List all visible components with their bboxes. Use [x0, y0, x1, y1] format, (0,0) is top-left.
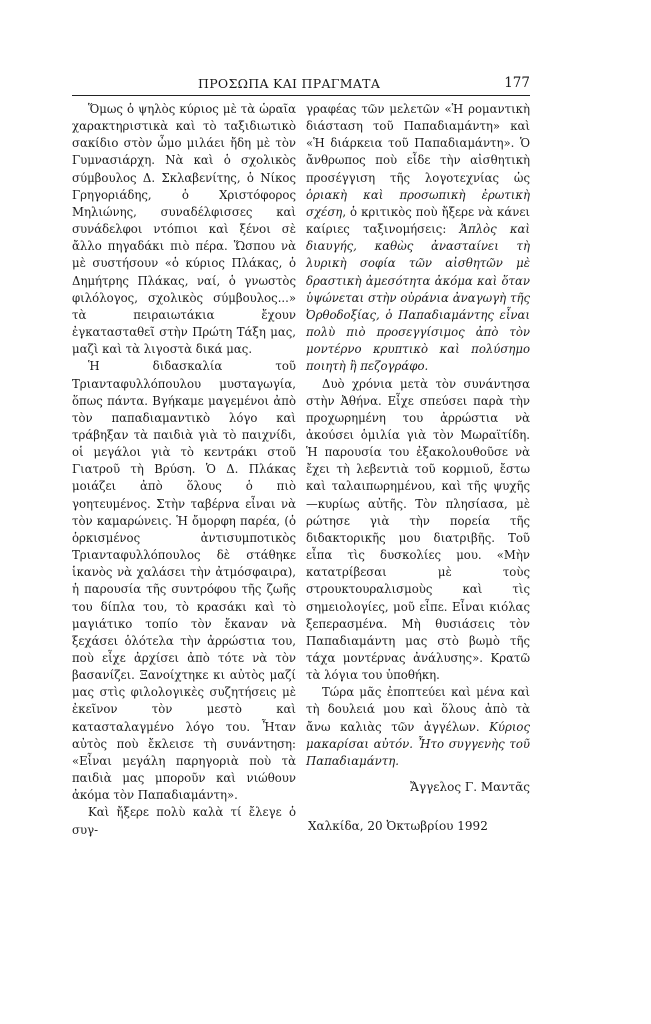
- running-head: [72, 76, 530, 92]
- page-number: 177: [504, 75, 530, 91]
- dateline: Χαλκίδα, 20 Ὀκτωβρίου 1992: [308, 819, 488, 834]
- left-column: [72, 101, 296, 839]
- paragraph: Καὶ ἤξερε πολὺ καλὰ τί ἔλεγε ὁ συγ-: [72, 805, 296, 837]
- paragraph: [306, 684, 530, 770]
- paragraph: [306, 101, 530, 376]
- author-signature: Ἄγγελος Γ. Μαντᾶς: [410, 780, 530, 795]
- paragraph: Δυὸ χρόνια μετὰ τὸν συνάντησα στὴν Ἀθήνα. Εἶχε σπεύσει παρὰ τὴν προχωρημένη του ἀρρώστια νὰ ἀκούσει ὁμιλία γιὰ τὸν Μωραϊτίδη. Ἡ παρουσία του ἐξακολουθοῦσε νὰ ἔχει τὴ λεβεντιὰ τοῦ κορμιοῦ, ἔστω καὶ ταλαιπωρημένου, καὶ τῆς ψυχῆς —κυρίως αὐτῆς. Τὸν πλησίασα, μὲ ρώτησε γιὰ τὴν πορεία τῆς διδακτορικῆς μου διατριβῆς. Τοῦ εἶπα τὶς δυσκολίες μου. «Μὴν κατατρίβεσαι μὲ τοὺς στρουκτουραλισμοὺς καὶ τὶς σημειολογίες, μοῦ εἶπε. Εἶναι κιόλας ξεπερασμένα. Μὴ θυσιάσεις τὸν Παπαδιαμάντη μας στὸ βωμὸ τῆς τάχα μοντέρνας ἀνάλυσης». Κρατῶ τὰ λόγια του ὑποθήκη.: [306, 376, 530, 683]
- text-run: γραφέας τῶν μελετῶν «Ἡ ρομαντικὴ διάσταση τοῦ Παπαδιαμάντη» καὶ «Ἡ διάρκεια τοῦ Παπαδιαμάντη». Ὁ ἄνθρωπος ποὺ εἶδε τὴν αἰσθητικὴ προσέγγιση τῆς λογοτεχνίας ὡς: [306, 102, 530, 185]
- italic-text: ὁριακὴ καὶ προσωπικὴ ἐρωτικὴ σχέση: [306, 187, 530, 219]
- paragraph: Ἡ διδασκαλία τοῦ Τριανταφυλλόπουλου μυσταγωγία, ὅπως πάντα. Βγήκαμε μαγεμένοι ἀπὸ τὸν παπαδιαμαντικὸ λόγο καὶ τράβηξαν τὰ παιδιὰ γιὰ τὸ παιχνίδι, οἱ μεγάλοι γιὰ τὸ κεντράκι στοῦ Γιατροῦ τὴ Βρύση. Ὁ Δ. Πλάκας μοιάζει ἀπὸ ὅλους ὁ πιὸ γοητευμένος. Στὴν ταβέρνα εἶναι νὰ τὸν καμαρώνεις. Ἡ ὄμορφη παρέα, (ὁ ὁρκισμένος ἀντισυμποτικὸς Τριανταφυλλόπουλος δὲ στάθηκε ἱκανὸς νὰ χαλάσει τὴν ἀτμόσφαιρα), ἡ παρουσία τῆς συντρόφου τῆς ζωῆς του δίπλα του, τὸ κρασάκι καὶ τὸ μαγιάτικο τοπίο τὸν ἔκαναν νὰ ξεχάσει ὁλότελα τὴν ἀρρώστια του, ποὺ εἶχε ἀρχίσει ἀπὸ τότε νὰ τὸν βασανίζει. Ξανοίχτηκε κι αὐτὸς μαζί μας στὶς φιλολογικὲς συζητήσεις μὲ ἐκεῖνον τὸν μεστὸ καὶ κατασταλαγμένο λόγο του. Ἦταν αὐτὸς ποὺ ἔκλεισε τὴ συνάντηση: «Εἶναι μεγάλη παρηγοριὰ ποὺ τὰ παιδιὰ μας μποροῦν καὶ νιώθουν ἀκόμα τὸν Παπαδιαμάντη».: [72, 359, 296, 803]
- italic-quote: Ἁπλὸς καὶ διαυγής, καθὼς ἀνασταίνει τὴ λυρικὴ σοφία τῶν αἰσθητῶν μὲ δραστικὴ ἀμεσότητα ἀκόμα καὶ ὅταν ὑψώνεται στὴν οὐράνια ἀναγωγὴ τῆς Ὀρθοδοξίας, ὁ Παπαδιαμάντης εἶναι πολὺ πιὸ προσεγγίσιμος ἀπὸ τὸν μοντέρνο κρυπτικὸ καὶ πολύσημο ποιητὴ ἢ πεζογράφο.: [306, 222, 530, 374]
- right-column: [306, 101, 530, 835]
- italic-text: Κύριος μακαρίσαι αὐτόν. Ἦτο συγγενὴς τοῦ Παπαδιαμάντη.: [306, 719, 530, 768]
- paragraph: Ὅμως ὁ ψηλὸς κύριος μὲ τὰ ὡραῖα χαρακτηριστικὰ καὶ τὸ ταξιδιωτικὸ σακίδιο στὸν ὦμο μιλάει ἤδη μὲ τὸν Γυμνασιάρχη. Νὰ καὶ ὁ σχολικὸς σύμβουλος Δ. Σκλαβενίτης, ὁ Νίκος Γρηγοριάδης, ὁ Χριστόφορος Μηλιώνης, συναδέλφισσες καὶ συνάδελφοι ντόπιοι καὶ ξένοι σὲ ἄλλο πηγαδάκι πιὸ πέρα. Ὥσπου νὰ μὲ συστήσουν «ὁ κύριος Πλάκας, ὁ Δημήτρης Πλάκας, ναί, ὁ γνωστὸς φιλόλογος, σχολικὸς σύμβουλος...» τὰ πειραιωτάκια ἔχουν ἐγκατασταθεῖ στὴν Πρώτη Τάξη μας, μαζὶ καὶ τὰ λιγοστὰ δικά μας.: [72, 102, 296, 357]
- header-rule: [72, 95, 530, 96]
- running-title: ΠΡΟΣΩΠΑ ΚΑΙ ΠΡΑΓΜΑΤΑ: [198, 76, 381, 91]
- text-run: Τώρα μᾶς ἐποπτεύει καὶ μένα καὶ τὴ δουλειά μου καὶ ὅλους ἀπὸ τὰ ἄνω καλιὰς τῶν ἀγγέλων.: [306, 685, 530, 734]
- text-run: , ὁ κριτικὸς ποὺ ἤξερε νὰ κάνει καίριες ταξινομήσεις:: [306, 204, 530, 237]
